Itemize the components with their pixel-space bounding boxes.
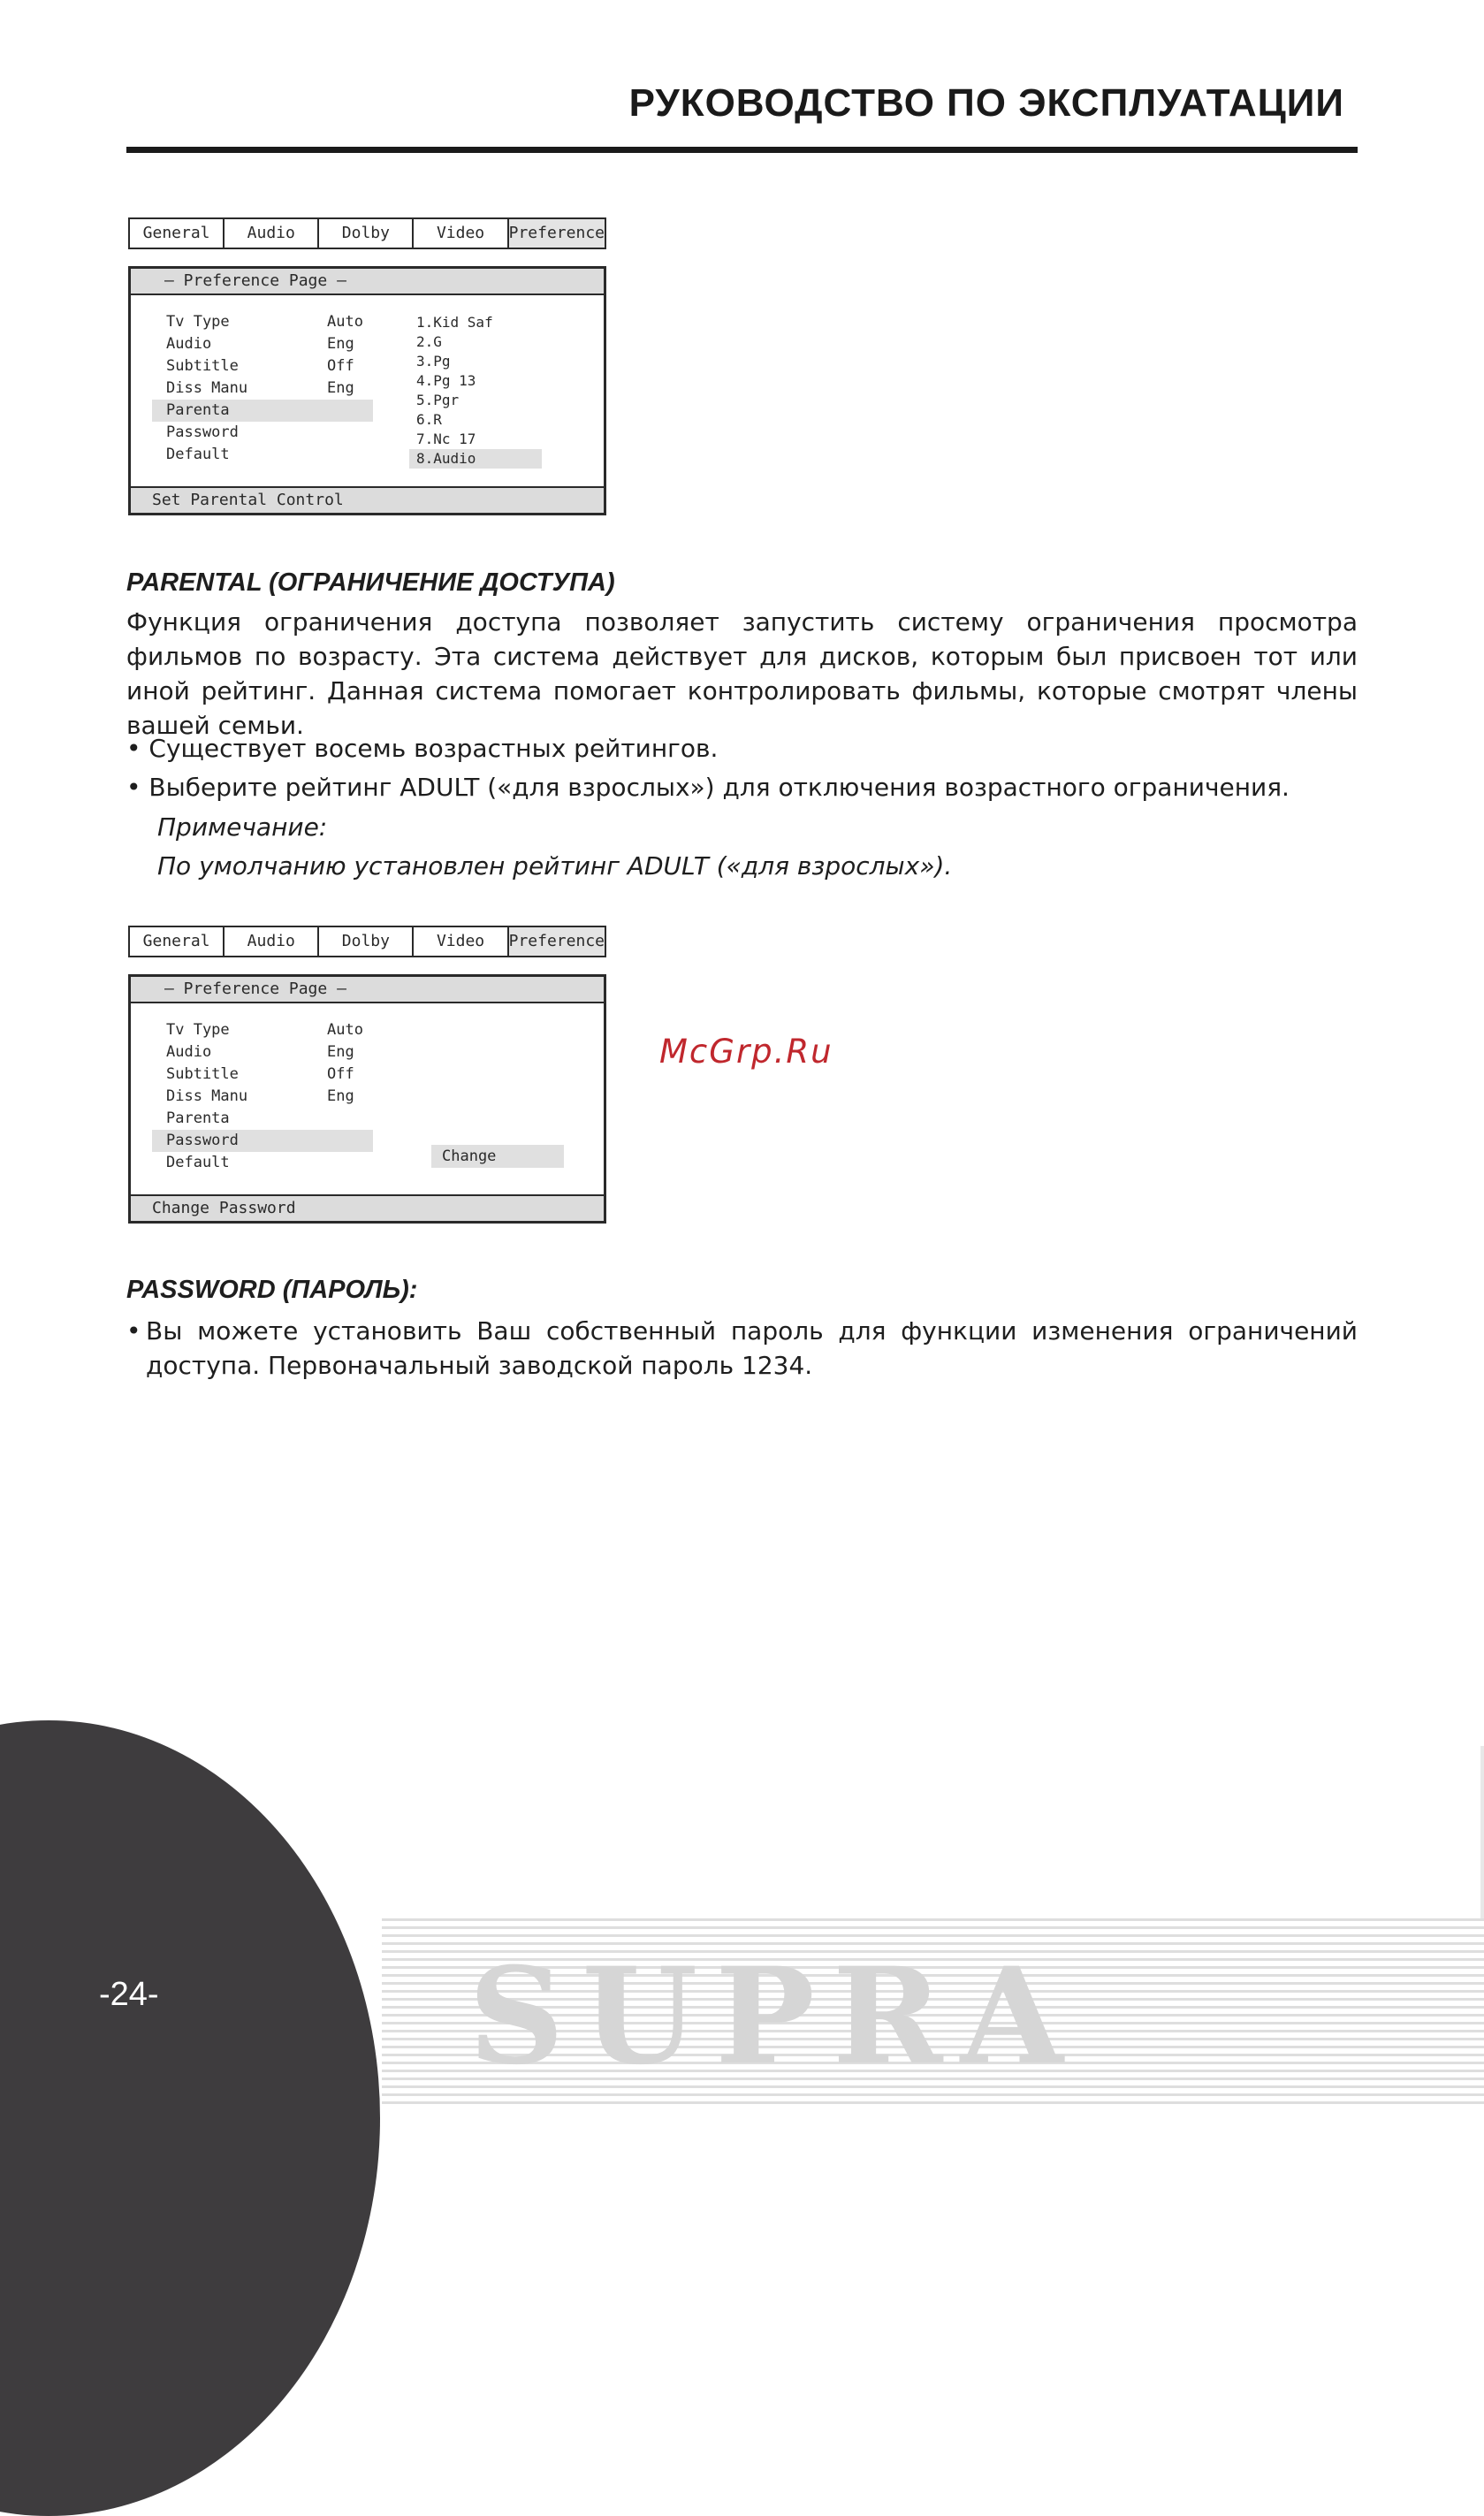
menu-row-value: Off [327,1065,354,1083]
menu-row-subtitle [166,1064,387,1086]
tab-audio: Audio [223,217,319,249]
menu-row-label: Tv Type [166,1021,230,1039]
osd-menu-parental [128,217,606,515]
menu-row-tv-type [166,311,387,333]
watermark-text: McGrp.Ru [659,1033,833,1071]
section-title-password: PASSWORD (ПАРОЛЬ): [126,1276,418,1304]
osd-status-bar: Change Password [131,1194,604,1221]
menu-row-diss-manu [166,377,387,400]
tab-general: General [128,926,225,957]
osd-tab-bar [128,926,606,957]
menu-row-audio [166,333,387,355]
tab-general: General [128,217,225,249]
menu-row-value: Eng [327,1087,354,1105]
edge-bar [1480,1746,1484,1918]
menu-row-diss-manu [166,1086,387,1108]
note-text: По умолчанию установлен рейтинг ADULT («для взрослых»). [157,851,953,881]
osd-panel [128,266,606,515]
menu-row-parenta [166,1108,387,1130]
footer-corner-shape [0,1720,380,2516]
rating-item-selected: 8.Audio [409,449,542,469]
menu-row-label: Diss Manu [166,1087,248,1105]
rating-item: 5.Pgr [416,392,460,408]
menu-row-label: Audio [166,1043,212,1061]
menu-row-label: Audio [166,335,212,353]
tab-dolby: Dolby [317,926,414,957]
parental-bullet-1: • Существует восемь возрастных рейтингов. [126,734,719,763]
menu-row-value: Auto [327,1021,363,1039]
tab-dolby: Dolby [317,217,414,249]
osd-panel [128,974,606,1224]
osd-panel-title: — Preference Page — [131,269,604,295]
menu-row-label: Diss Manu [166,379,248,397]
page-number: -24- [99,1976,159,2013]
tab-video: Video [412,926,508,957]
note-label: Примечание: [157,812,328,842]
menu-row-password-selected [152,1130,373,1152]
menu-row-password [166,422,387,444]
menu-row-value: Eng [327,379,354,397]
tab-video: Video [412,217,508,249]
page-header-title: РУКОВОДСТВО ПО ЭКСПЛУАТАЦИИ [628,81,1344,125]
rating-item: 7.Nc 17 [416,431,476,447]
menu-row-label: Subtitle [166,1065,239,1083]
menu-row-label: Password [166,1132,239,1149]
menu-row-default [166,1152,387,1174]
menu-row-parenta-selected [152,400,373,422]
rating-item: 4.Pg 13 [416,372,476,389]
menu-row-value: Auto [327,313,363,331]
menu-row-label: Parenta [166,1109,230,1127]
tab-preference: Preference [507,217,606,249]
osd-menu-list [166,1019,387,1174]
menu-row-audio [166,1041,387,1064]
brand-logo: SUPRA [468,1939,1081,2094]
tab-audio: Audio [223,926,319,957]
menu-row-value: Eng [327,1043,354,1061]
password-bullet [126,1314,1358,1383]
menu-row-label: Password [166,423,239,441]
menu-row-label: Default [166,1154,230,1171]
rating-item: 1.Kid Saf [416,314,493,331]
osd-menu-list [166,311,387,466]
rating-item: 3.Pg [416,353,451,370]
rating-item: 6.R [416,411,442,428]
osd-panel-title: — Preference Page — [131,977,604,1003]
menu-row-label: Tv Type [166,313,230,331]
osd-tab-bar [128,217,606,249]
osd-status-bar: Set Parental Control [131,486,604,513]
rating-list [409,313,542,469]
password-bullet-text: Вы можете установить Ваш собственный пароль для функции изменения ограничений доступа. Первоначальный заводской пароль 1234. [146,1316,1358,1380]
menu-row-label: Parenta [166,401,230,419]
header-rule [126,147,1358,153]
menu-row-default [166,444,387,466]
section-title-parental: PARENTAL (ОГРАНИЧЕНИЕ ДОСТУПА) [126,568,615,597]
osd-menu-password [128,926,606,1224]
menu-row-label: Default [166,446,230,463]
tab-preference: Preference [507,926,606,957]
menu-row-label: Subtitle [166,357,239,375]
rating-item: 2.G [416,333,442,350]
menu-row-value: Eng [327,335,354,353]
parental-paragraph: Функция ограничения доступа позволяет запустить систему ограничения просмотра фильмов по возрасту. Эта система действует для дисков, которым был присвоен тот или иной рейтинг. Данная система помогает контролировать фильмы, которые смотрят члены вашей семьи. [126,607,1358,740]
bullet-dot-icon: • [126,1316,141,1346]
menu-row-value: Off [327,357,354,375]
menu-row-subtitle [166,355,387,377]
change-option: Change [431,1145,564,1168]
menu-row-tv-type [166,1019,387,1041]
parental-bullet-2: • Выберите рейтинг ADULT («для взрослых») для отключения возрастного ограничения. [126,773,1290,802]
